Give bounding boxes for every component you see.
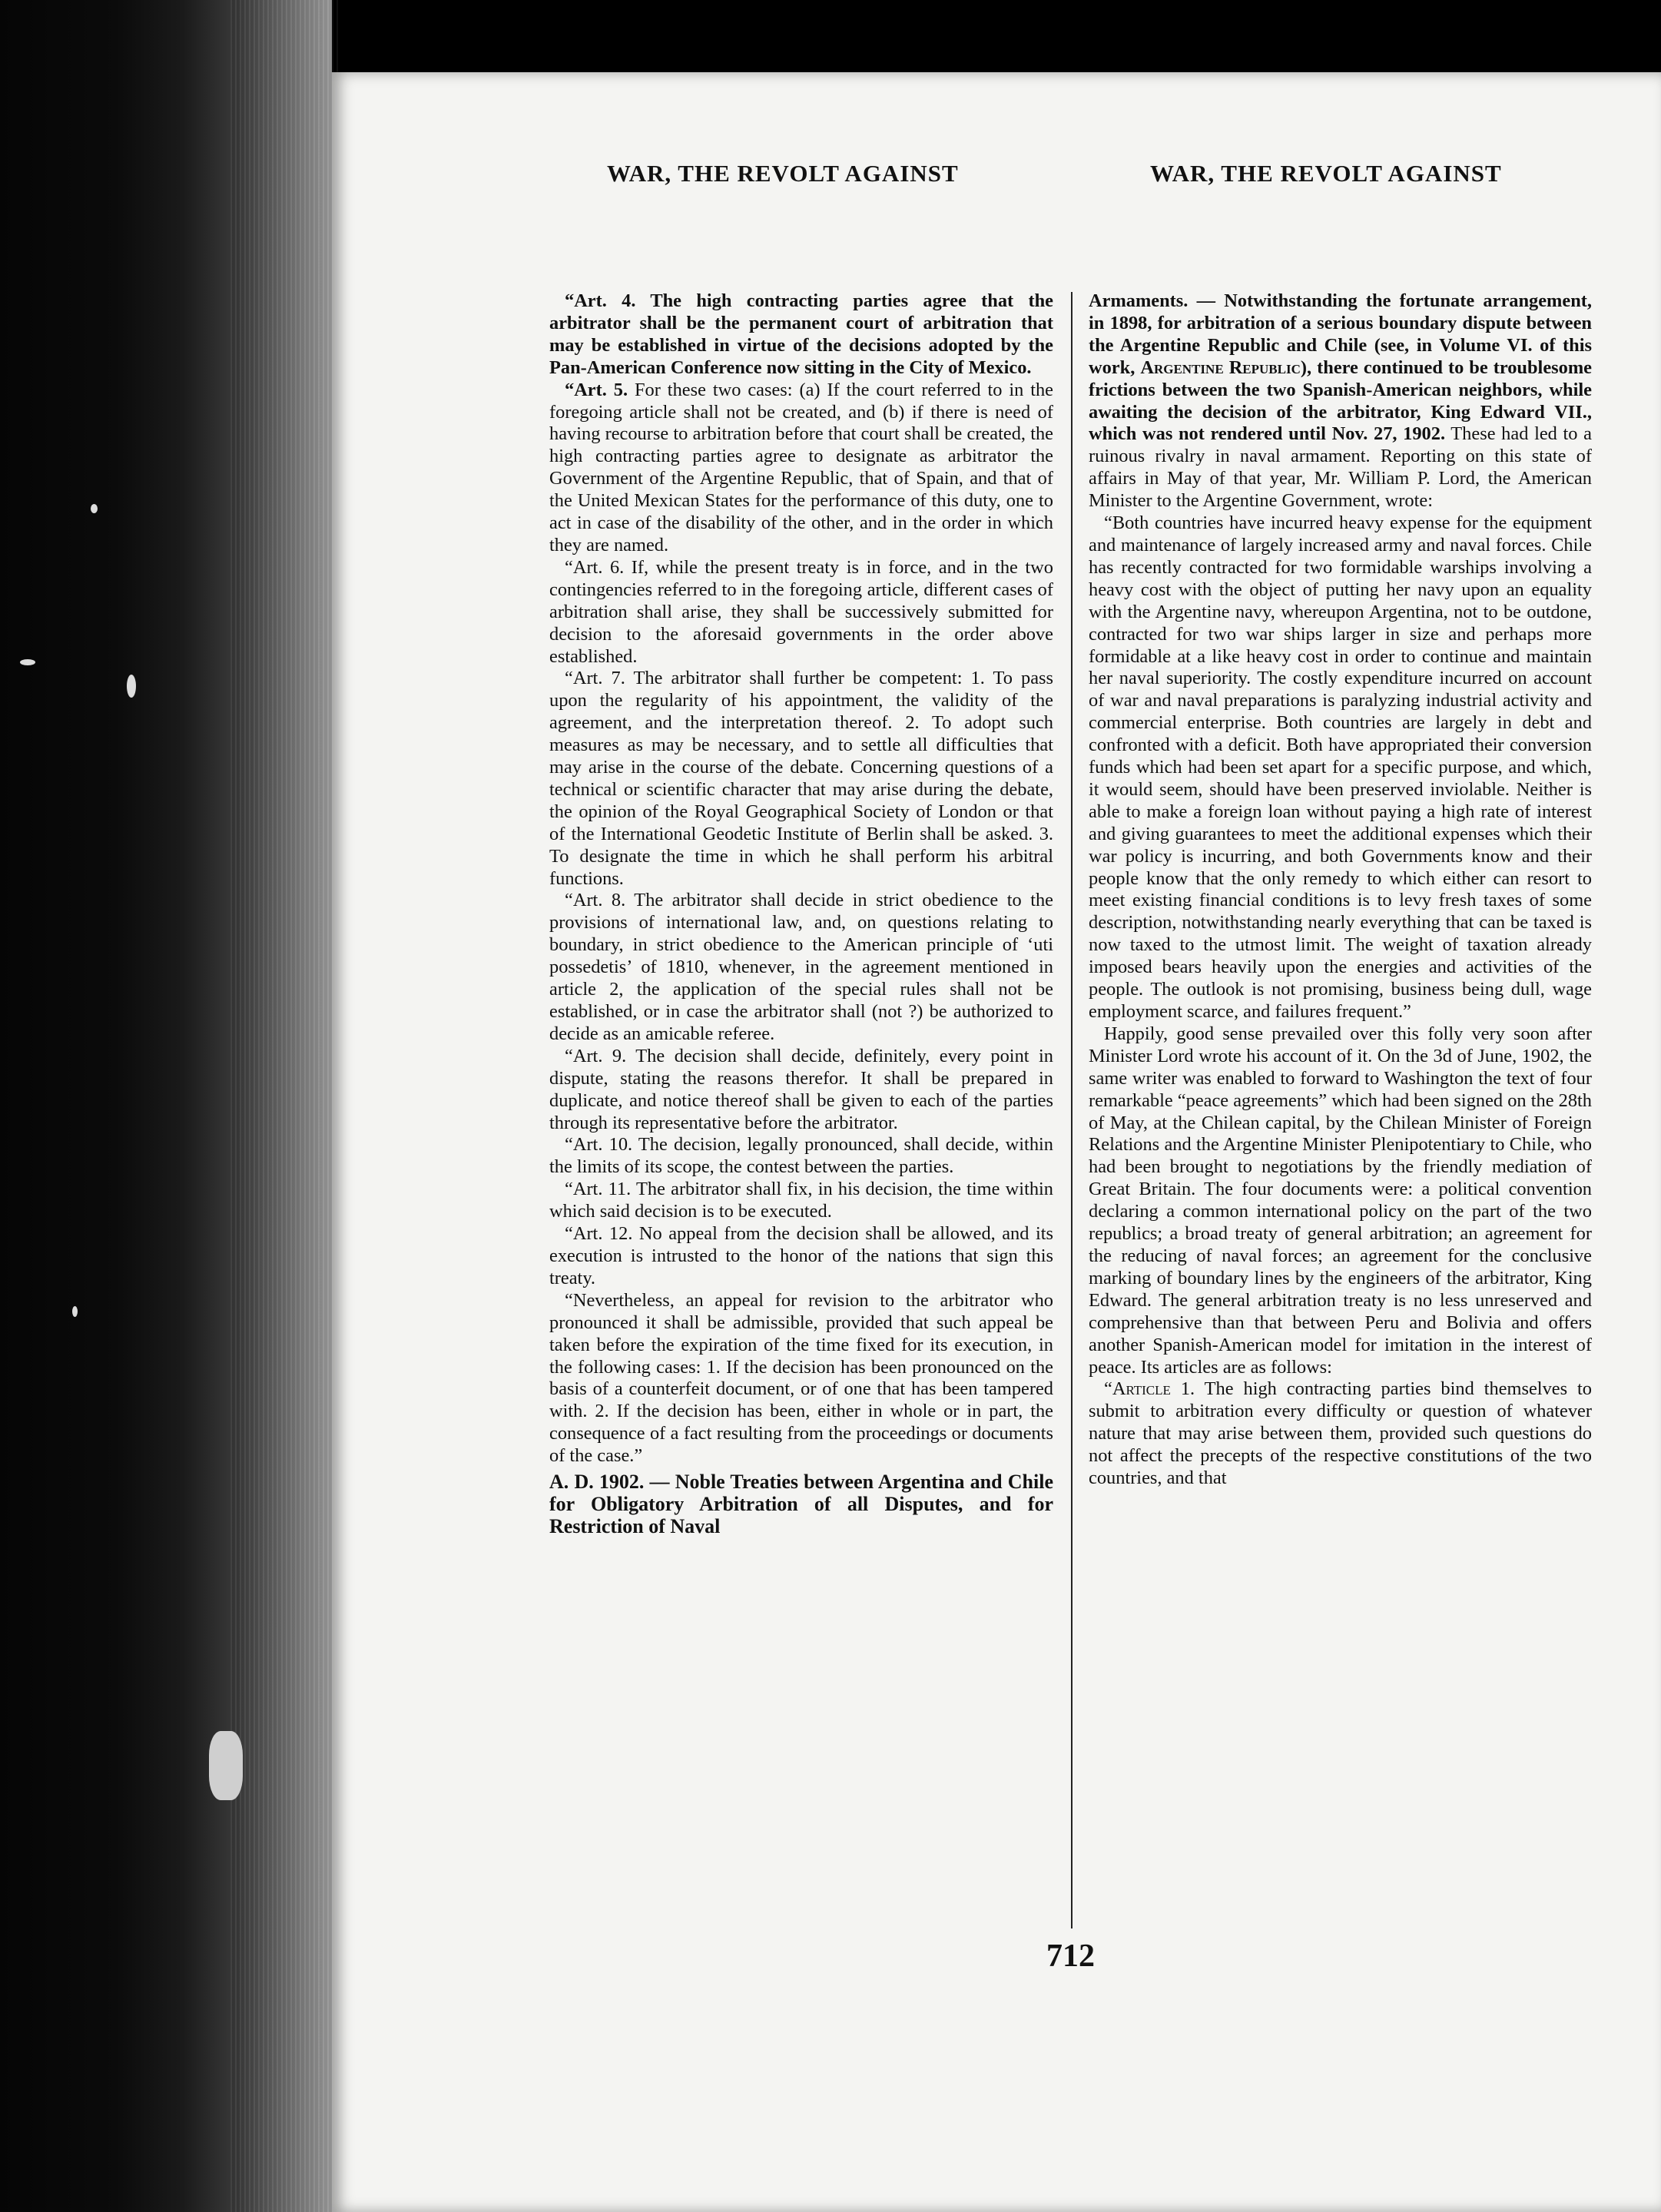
article-text: The decision, legally pronounced, shall decide, within the limits of its scope, the contest between the parties. [549, 1134, 1053, 1178]
section-heading: A. D. 1902. — Noble Treaties between Argentina and Chile for Obligatory Arbitration of all Disputes, and for Restriction of Naval [549, 1471, 1053, 1538]
article-text: The decision shall decide, definitely, every point in dispute, stating the reasons therefor. It shall be prepared in duplicate, and notice thereof shall be given to each of the parties through its representative before the arbitrator. [549, 1045, 1053, 1133]
article-lead: “Art. 10. [565, 1134, 633, 1156]
article-11 [549, 1179, 1053, 1223]
article-8 [549, 890, 1053, 1045]
peace-agreements-paragraph: Happily, good sense prevailed over this folly very soon after Minister Lord wrote his account of it. On the 3d of June, 1902, the same writer was enabled to forward to Washington the text of four remarkable “peace agreements” which had been signed on the 28th of May, at the Chilean capital, by the Chilean Minister of Foreign Relations and the Argentine Minister Plenipotentiary to Chile, who had been brought to negotiations by the friendly mediation of Great Britain. The four documents were: a political convention declaring a common international policy on the part of the two republics; a broad treaty of general arbitration; an agreement for the reducing of naval forces; an agreement for the conclusive marking of boundary lines by the engineers of the arbitrator, King Edward. The general arbitration treaty is no less unreserved and comprehensive than that between Peru and Bolivia and offers another Spanish-American model for imitation in the interest of peace. Its articles are as follows: [1089, 1023, 1592, 1378]
article-lead: “Art. 4. [565, 290, 636, 311]
article-12-continued [549, 1290, 1053, 1467]
intro-tail: These had led to a ruinous rivalry in naval armament. Reporting on this state of affairs in May of that year, Mr. William P. Lord, the American Minister to the Argentine Government, wrote: [1089, 423, 1592, 512]
article-lead: “Art. 6. [565, 556, 625, 578]
article-10 [549, 1134, 1053, 1179]
running-head-left: WAR, THE REVOLT AGAINST [607, 160, 959, 187]
film-speck [127, 675, 136, 698]
column-divider [1071, 292, 1073, 1928]
right-column [1089, 290, 1592, 1946]
article-4 [549, 290, 1053, 380]
article-1 [1089, 1378, 1592, 1490]
page-number: 712 [1046, 1938, 1095, 1974]
film-streak [230, 0, 338, 2212]
article-text: No appeal from the decision shall be allowed, and its execution is intrusted to the honor of the nations that sign this treaty. [549, 1223, 1053, 1288]
cross-reference: Argentine Republic [1140, 357, 1301, 378]
film-speck [20, 659, 35, 665]
article-lead: “Art. 7. [565, 668, 625, 689]
film-border [0, 0, 332, 2212]
article-text: The arbitrator shall further be competent: 1. To pass upon the regularity of his appointment, the validity of the agreement, and the interpretation thereof. 2. To adopt such measures as may be necessary, and to settle all difficulties that may arise in the course of the debate. Concerning questions of a technical or scientific character that may arise during the debate, the opinion of the Royal Geographical Society of London or that of the International Geodetic Institute of Berlin shall be asked. 3. To designate the time in which he shall perform his arbitral functions. [549, 668, 1053, 889]
intro-bold: Armaments. — Notwithstanding the fortunate arrangement, in 1898, for arbitration of a serious boundary dispute between the Argentine Republic and Chile (see, in Volume VI. of this work, [1089, 290, 1592, 378]
article-text: The arbitrator shall decide in strict obedience to the provisions of international law, and, on questions relating to boundary, in strict obedience to the American principle of ‘uti possedetis’ of 1810, whenever, in the agreement mentioned in article 2, the application of the special rules shall not be established, or in case the arbitrator shall (not ?) be authorized to decide as an amicable referee. [549, 890, 1053, 1044]
article-text: “Nevertheless, an appeal for revision to the arbitrator who pronounced it shall be admissible, provided that such appeal be taken before the expiration of the time fixed for its execution, in the following cases: 1. If the decision has been pronounced on the basis of a counterfeit document, or of one that has been tampered with. 2. If the decision has been, either in whole or in part, the consequence of a fact resulting from the proceedings or documents of the case.” [549, 1289, 1053, 1467]
article-lead: “Art. 8. [565, 890, 626, 911]
running-head-right: WAR, THE REVOLT AGAINST [1150, 160, 1502, 187]
article-9 [549, 1046, 1053, 1135]
article-7 [549, 668, 1053, 890]
intro-bold-tail: ), there continued to be troublesome frictions between the two Spanish-American neighbors, while awaiting the decision of the arbitrator, King Edward VII., which was not rendered until Nov. 27, 1902. [1089, 357, 1592, 445]
film-speck [91, 504, 98, 513]
article-12 [549, 1223, 1053, 1290]
minister-quote: “Both countries have incurred heavy expense for the equipment and maintenance of largely increased army and naval forces. Chile has recently contracted for two formidable warships involving a heavy cost with the object of putting her navy upon an equality with the Argentine navy, whereupon Argentina, not to be outdone, contracted for two war ships larger in size and perhaps more formidable at a like heavy cost in order to continue and maintain her naval superiority. The costly expenditure incurred on account of war and naval preparations is paralyzing industrial activity and commercial enterprise. Both countries are largely in debt and confronted with a deficit. Both have appropriated their conversion funds which had been set apart for a specific purpose, and which, it would seem, should have been preserved inviolable. Neither is able to make a foreign loan without paying a high rate of interest and giving guarantees to meet the additional expenses which their war policy is incurring, and both Governments know and their people know that the only remedy to which either can resort to meet existing financial conditions is to levy fresh taxes of some description, notwithstanding nearly everything that can be taxed is now taxed to the utmost limit. The weight of taxation already imposed bears heavily upon the energies and activities of the people. The outlook is not promising, business being dull, wage employment scarce, and failures frequent.” [1089, 512, 1592, 1022]
article-text: For these two cases: (a) If the court referred to in the foregoing article shall not be created, and (b) if there is need of having recourse to arbitration before that court shall be created, the high contracting parties agree to designate as arbitrator the Government of the Argentine Republic, that of Spain, and that of the United Mexican States for the performance of this duty, one to act in case of the disability of the other, and in the order in which they are named. [549, 379, 1053, 555]
article-lead: “Art. 11. [565, 1179, 632, 1200]
article-text: The high contracting parties bind themselves to submit to arbitration every difficulty or question of whatever nature that may arise between them, provided such questions do not affect the precepts of the respective constitutions of the two countries, and that [1089, 1378, 1592, 1489]
article-lead: “Art. 12. [565, 1223, 633, 1245]
article-text: The high contracting parties agree that the arbitrator shall be the permanent court of arbitration that may be established in virtue of the decisions adopted by the Pan-American Conference now sitting in the City of Mexico. [549, 290, 1053, 378]
article-6 [549, 557, 1053, 668]
film-speck [72, 1306, 78, 1317]
article-text: The arbitrator shall fix, in his decision, the time within which said decision is to be executed. [549, 1179, 1053, 1222]
article-5 [549, 380, 1053, 557]
film-speck [209, 1731, 243, 1800]
article-text: If, while the present treaty is in force, and in the two contingencies referred to in the foregoing article, different cases of arbitration shall arise, they shall be successively submitted for decision to the aforesaid governments in the order above established. [549, 556, 1053, 667]
article-lead: “Article 1. [1104, 1378, 1195, 1400]
article-lead: “Art. 5. [565, 379, 628, 400]
article-lead: “Art. 9. [565, 1045, 627, 1066]
left-column [549, 290, 1053, 1946]
armaments-intro [1089, 290, 1592, 512]
